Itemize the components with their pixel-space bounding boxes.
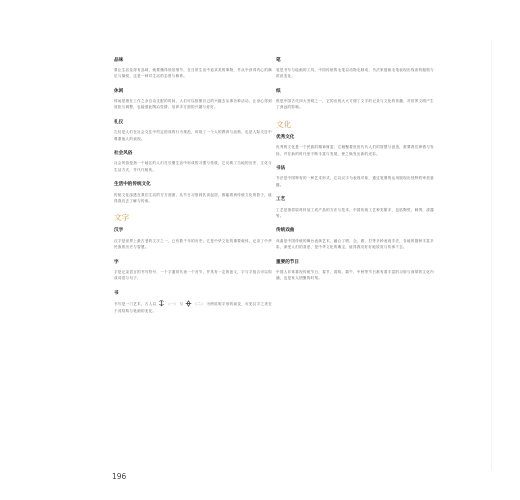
section-heading: 礼仪 xyxy=(114,120,124,126)
section-heading: 书法 xyxy=(276,166,286,172)
section-shufa xyxy=(276,166,434,188)
section-heading: 休闲 xyxy=(114,89,124,95)
glyph-label: （二） xyxy=(193,301,205,306)
glyph-label: （一） xyxy=(166,301,179,306)
section-heading: 优秀文化 xyxy=(276,135,295,141)
section-heading: 品味 xyxy=(114,58,124,63)
section-heading: 字 xyxy=(114,259,119,265)
section-text: 书法是中国特有的一种艺术形式，它以汉字为表现对象，通过笔墨的运用展现出独特的审美意趣。 xyxy=(276,176,434,187)
text-fragment: 为例说明字形的演变，可见汉字之美在于其结构与笔画的变化。 xyxy=(114,301,273,313)
section-heading: 工艺 xyxy=(276,197,286,203)
ancient-glyph-icon xyxy=(158,300,165,308)
section-heading: 社会风俗 xyxy=(114,151,133,157)
section-chuantong xyxy=(114,182,272,204)
chapter-header xyxy=(114,213,272,223)
section-zi xyxy=(114,260,272,282)
section-xiqu xyxy=(276,228,434,250)
text-fragment: 与 xyxy=(179,301,184,306)
section-liyi xyxy=(114,120,272,142)
section-text: 社会风俗是指一个地区的人们在长期生活中形成的习惯与传统，它反映了当地的历史、文化与生活方式，并代代相传。 xyxy=(114,161,272,172)
section-heading: 纸 xyxy=(276,89,281,95)
section-heading: 生活中的传统文化 xyxy=(114,182,151,188)
gutter-shadow xyxy=(491,40,492,470)
section-gongyi xyxy=(276,197,434,219)
section-shu xyxy=(114,291,272,314)
section-text: 休闲是指在工作之余自由支配的时间，人们可以按照自己的兴趣去从事各种活动，让身心得到放松与调整，也能借此陶冶性情，培养多方面的兴趣与爱好。 xyxy=(114,99,272,110)
right-column xyxy=(276,58,434,291)
ancient-glyph-icon xyxy=(185,300,192,308)
section-heading: 汉字 xyxy=(114,228,124,234)
section-hanzi xyxy=(114,228,272,250)
section-heading: 重要的节日 xyxy=(276,259,299,265)
chapter-header xyxy=(276,120,434,130)
section-text: 礼仪是人们在社会交往中约定俗成的行为规范，体现了一个人的教养与品格，也是人际交往中尊重他人的表现。 xyxy=(114,130,272,141)
chapter-title: 文化 xyxy=(276,120,292,130)
section-text: 笔是书写与绘画的工具，中国传统的毛笔以动物毛制成，书法家借助毛笔表现出线条的粗细与浓淡变化。 xyxy=(276,68,434,79)
section-text: 要让生活变得有品味，就要懂得欣赏细节，在日常生活中追求美的事物，并从中获得内心的满足与愉悦，这是一种对生活的态度与修养。 xyxy=(114,68,272,79)
section-youxiu xyxy=(276,135,434,157)
section-text xyxy=(114,300,272,314)
section-heading: 书 xyxy=(114,290,119,296)
chapter-title: 文字 xyxy=(114,213,130,223)
section-text: 纸是中国古代四大发明之一，它的出现大大方便了文字的记录与文化的传播，对世界文明产生了深远的影响。 xyxy=(276,99,434,110)
section-heading: 笔 xyxy=(276,58,281,63)
section-bi xyxy=(276,58,434,80)
section-text: 戏曲是中国传统的舞台表演艺术，融合了唱、念、做、打等多种表现手法，各地的剧种丰富多彩，深受人们的喜爱，是中华文化的瑰宝，值得我们好好地欣赏与传承下去。 xyxy=(276,238,434,249)
section-text: 传统文化渗透在我们生活的方方面面，从节日习俗到饮食起居，都能看到传统文化的影子，值得我们去了解与传承。 xyxy=(114,192,272,203)
section-zhi xyxy=(276,89,434,111)
section-text: 工艺是指将原材料加工成产品的方法与技术，中国传统工艺种类繁多，包括陶瓷、刺绣、漆器等。 xyxy=(276,207,434,218)
text-fragment: 书写是一门艺术，古人以 xyxy=(114,301,157,306)
section-text: 汉字是世界上最古老的文字之一，已有数千年的历史，它是中华文化的重要载体，记录了中华民族的历史与智慧。 xyxy=(114,238,272,249)
section-heading: 传统戏曲 xyxy=(276,228,295,234)
left-column xyxy=(114,58,272,324)
page-number: 196 xyxy=(112,472,127,481)
section-fengsu xyxy=(114,151,272,173)
section-pinwei xyxy=(114,58,272,80)
section-jieri xyxy=(276,260,434,282)
section-text: 优秀的文化是一个民族的精神财富，它凝聚着世世代代人们的智慧与创造，需要我们珍惜与发扬，并在新的时代里不断丰富与发展，使之焕发出新的光彩。 xyxy=(276,145,434,156)
section-text: 中国人非常重视传统节日，春节、清明、端午、中秋等节日都有着丰富的习俗与深厚的文化内涵，也是家人团聚的时刻。 xyxy=(276,269,434,280)
section-xiuxian xyxy=(114,89,272,111)
section-text: 字是记录语言的书写符号，一个字通常代表一个音节，并具有一定的意义，字与字组合可以构成词语与句子。 xyxy=(114,269,272,280)
